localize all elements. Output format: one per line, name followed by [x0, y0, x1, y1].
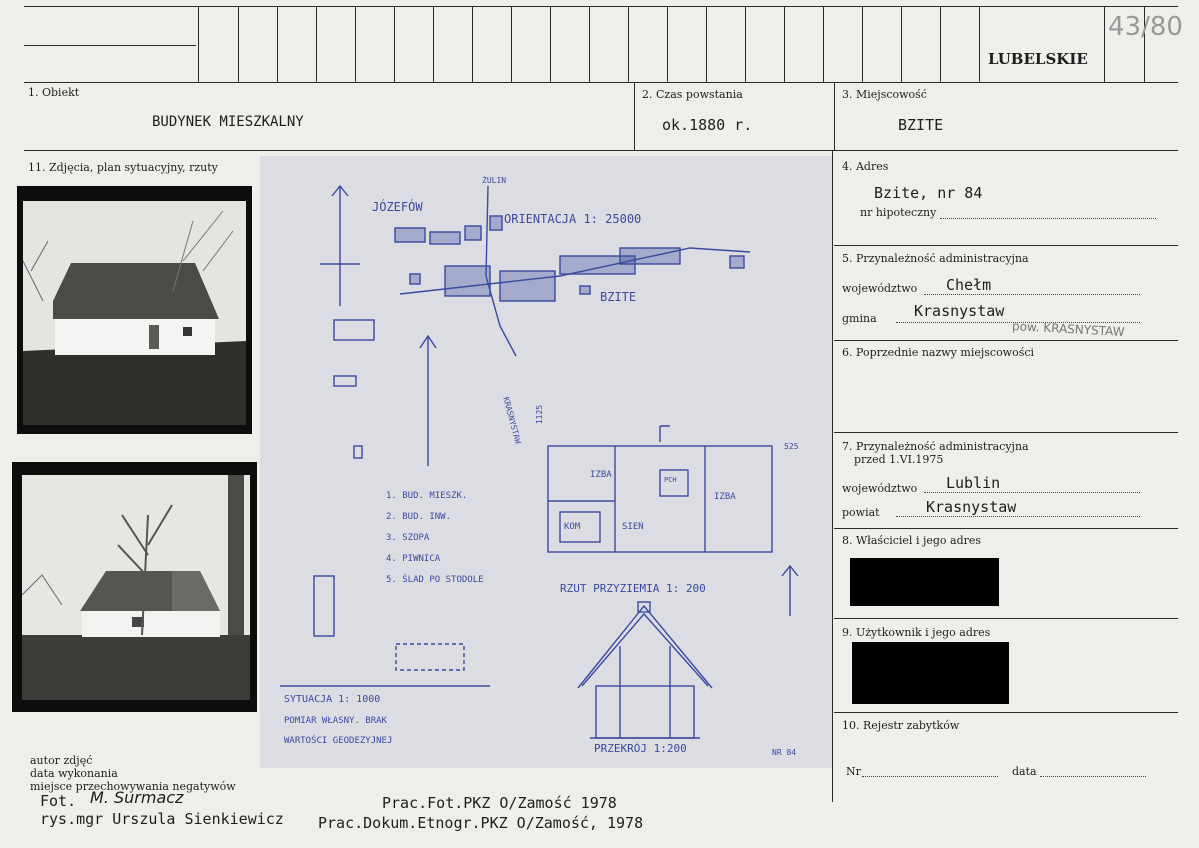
rejestr-data-label: data: [1012, 765, 1037, 778]
region-label: LUBELSKIE: [988, 50, 1088, 68]
card-number: 43/80: [1108, 12, 1183, 42]
old-pow-dots: [896, 516, 1140, 517]
rejestr-label: 10. Rejestr zabytków: [842, 719, 960, 732]
section-line: [834, 245, 1178, 246]
przyn-gmina-value: Krasnystaw: [914, 302, 1005, 320]
hipoteczny-label: nr hipoteczny: [860, 206, 937, 219]
nr-dots: [862, 776, 998, 777]
przyn-label: 5. Przynależność administracyjna: [842, 252, 1029, 265]
przyn-gmina-label: gmina: [842, 312, 877, 325]
plan-krasnystaw: KRASNYSTAW: [501, 396, 523, 445]
plan-przekroj: PRZEKRÓJ 1:200: [594, 742, 687, 755]
header-grid-line: [901, 6, 902, 82]
wlasciciel-label: 8. Właściciel i jego adres: [842, 534, 982, 547]
header-grid-line: [198, 6, 199, 82]
header-grid-line: [628, 6, 629, 82]
photo-1: [17, 186, 252, 434]
plan-dim-2: 525: [784, 442, 799, 451]
plan-pomiar-2: WARTOŚCI GEODEZYJNEJ: [284, 736, 393, 746]
poprzednie-label: 6. Poprzednie nazwy miejscowości: [842, 346, 1035, 359]
obiekt-label: 1. Obiekt: [28, 86, 80, 99]
legend-item: 2. BUD. INW.: [386, 512, 452, 522]
legend-item: 1. BUD. MIESZK.: [386, 491, 468, 501]
section-line: [834, 712, 1178, 713]
plan-poch: PCH: [664, 476, 677, 484]
przyn-old-woj-value: Lublin: [946, 474, 1001, 492]
woj-dots: [924, 294, 1140, 295]
plan-sytuacja: SYTUACJA 1: 1000: [284, 694, 381, 705]
old-woj-dots: [924, 492, 1140, 493]
redacted-user: [852, 642, 1009, 704]
header-grid-line: [394, 6, 395, 82]
plan-orientacja: ORIENTACJA 1: 25000: [504, 212, 642, 226]
right-column-divider: [832, 150, 833, 802]
fot-label: Fot.: [40, 792, 77, 810]
adres-value: Bzite, nr 84: [874, 184, 983, 202]
przyn-old-pow-label: powiat: [842, 506, 880, 519]
przyn-old-pow-value: Krasnystaw: [926, 498, 1017, 516]
przyn-old-label: 7. Przynależność administracyjna: [842, 440, 1029, 453]
autor-label: autor zdjęć: [30, 754, 93, 767]
rejestr-nr-label: Nr: [846, 765, 861, 778]
data-dots: [1040, 776, 1146, 777]
plan-izba-2: IZBA: [714, 492, 736, 502]
data-label: data wykonania: [30, 767, 118, 780]
header-grid-line: [238, 6, 239, 82]
redacted-owner: [850, 558, 999, 606]
header-bottom-line: [24, 82, 1178, 83]
divider: [834, 82, 835, 150]
plan-zulin: ŻULIN: [482, 176, 507, 185]
hipoteczny-dots: [940, 218, 1156, 219]
section-line: [834, 618, 1178, 619]
section-line: [834, 528, 1178, 529]
prac-fot: Prac.Fot.PKZ O/Zamość 1978: [382, 794, 617, 812]
section-line: [834, 340, 1178, 341]
plan-dim-1: 1125: [535, 404, 545, 425]
header-grid-line: [433, 6, 434, 82]
plan-sheet: [260, 156, 832, 768]
header-grid-line: [940, 6, 941, 82]
plan-legend: [386, 486, 484, 591]
header-grid-line: [355, 6, 356, 82]
header-grid-line: [277, 6, 278, 82]
plan-pomiar-1: POMIAR WŁASNY. BRAK: [284, 716, 387, 726]
przyn-woj-value: Chełm: [946, 276, 992, 294]
miejscowosc-value: BZITE: [898, 116, 944, 134]
header-left-line: [24, 45, 196, 46]
czas-label: 2. Czas powstania: [642, 88, 743, 101]
plan-nr: NR 84: [772, 748, 797, 757]
czas-value: ok.1880 r.: [662, 116, 753, 134]
header-grid-line: [745, 6, 746, 82]
row1-bottom-line: [24, 150, 1178, 151]
header-grid-line: [511, 6, 512, 82]
house-photo-icon: [23, 201, 246, 425]
header-grid-line: [823, 6, 824, 82]
miejscowosc-label: 3. Miejscowość: [842, 88, 927, 101]
header-grid-line: [667, 6, 668, 82]
miejsce-label: miejsce przechowywania negatywów: [30, 780, 236, 793]
house-photo-icon: [22, 475, 250, 700]
header-grid-line: [472, 6, 473, 82]
pow-note: pow. KRASNYSTAW: [1011, 319, 1125, 339]
legend-item: 3. SZOPA: [386, 533, 430, 543]
photo-2: [12, 462, 257, 712]
zdjecia-label: 11. Zdjęcia, plan sytuacyjny, rzuty: [28, 161, 218, 174]
plan-kom: KOM: [564, 522, 581, 532]
obiekt-value: BUDYNEK MIESZKALNY: [152, 114, 304, 130]
przyn-old-label-2: przed 1.VI.1975: [854, 453, 944, 466]
adres-label: 4. Adres: [842, 160, 889, 173]
legend-item: 4. PIWNICA: [386, 554, 441, 564]
divider: [634, 82, 635, 150]
legend-item: 5. ŚLAD PO STODOLE: [386, 575, 484, 585]
fot-name: M. Surmacz: [90, 788, 184, 807]
header-grid-line: [1104, 6, 1105, 82]
header-grid-line: [979, 6, 980, 82]
header-grid-line: [589, 6, 590, 82]
prac-dok: Prac.Dokum.Etnogr.PKZ O/Zamość, 1978: [318, 814, 644, 832]
plan-izba-1: IZBA: [590, 470, 612, 480]
plan-sien: SIEŃ: [622, 522, 644, 532]
header-grid-line: [784, 6, 785, 82]
header-grid-line: [316, 6, 317, 82]
plan-jozefow: JÓZEFÓW: [372, 200, 423, 214]
uzytkownik-label: 9. Użytkownik i jego adres: [842, 626, 991, 639]
przyn-woj-label: województwo: [842, 282, 918, 295]
przyn-old-woj-label: województwo: [842, 482, 918, 495]
rys-label: rys.mgr Urszula Sienkiewicz: [40, 810, 284, 828]
header-grid-line: [550, 6, 551, 82]
header-grid-line: [706, 6, 707, 82]
section-line: [834, 432, 1178, 433]
header-grid-line: [862, 6, 863, 82]
plan-rzut: RZUT PRZYZIEMIA 1: 200: [560, 582, 706, 595]
site-plan-drawing: [260, 156, 832, 768]
plan-bzite: BZITE: [600, 290, 637, 304]
